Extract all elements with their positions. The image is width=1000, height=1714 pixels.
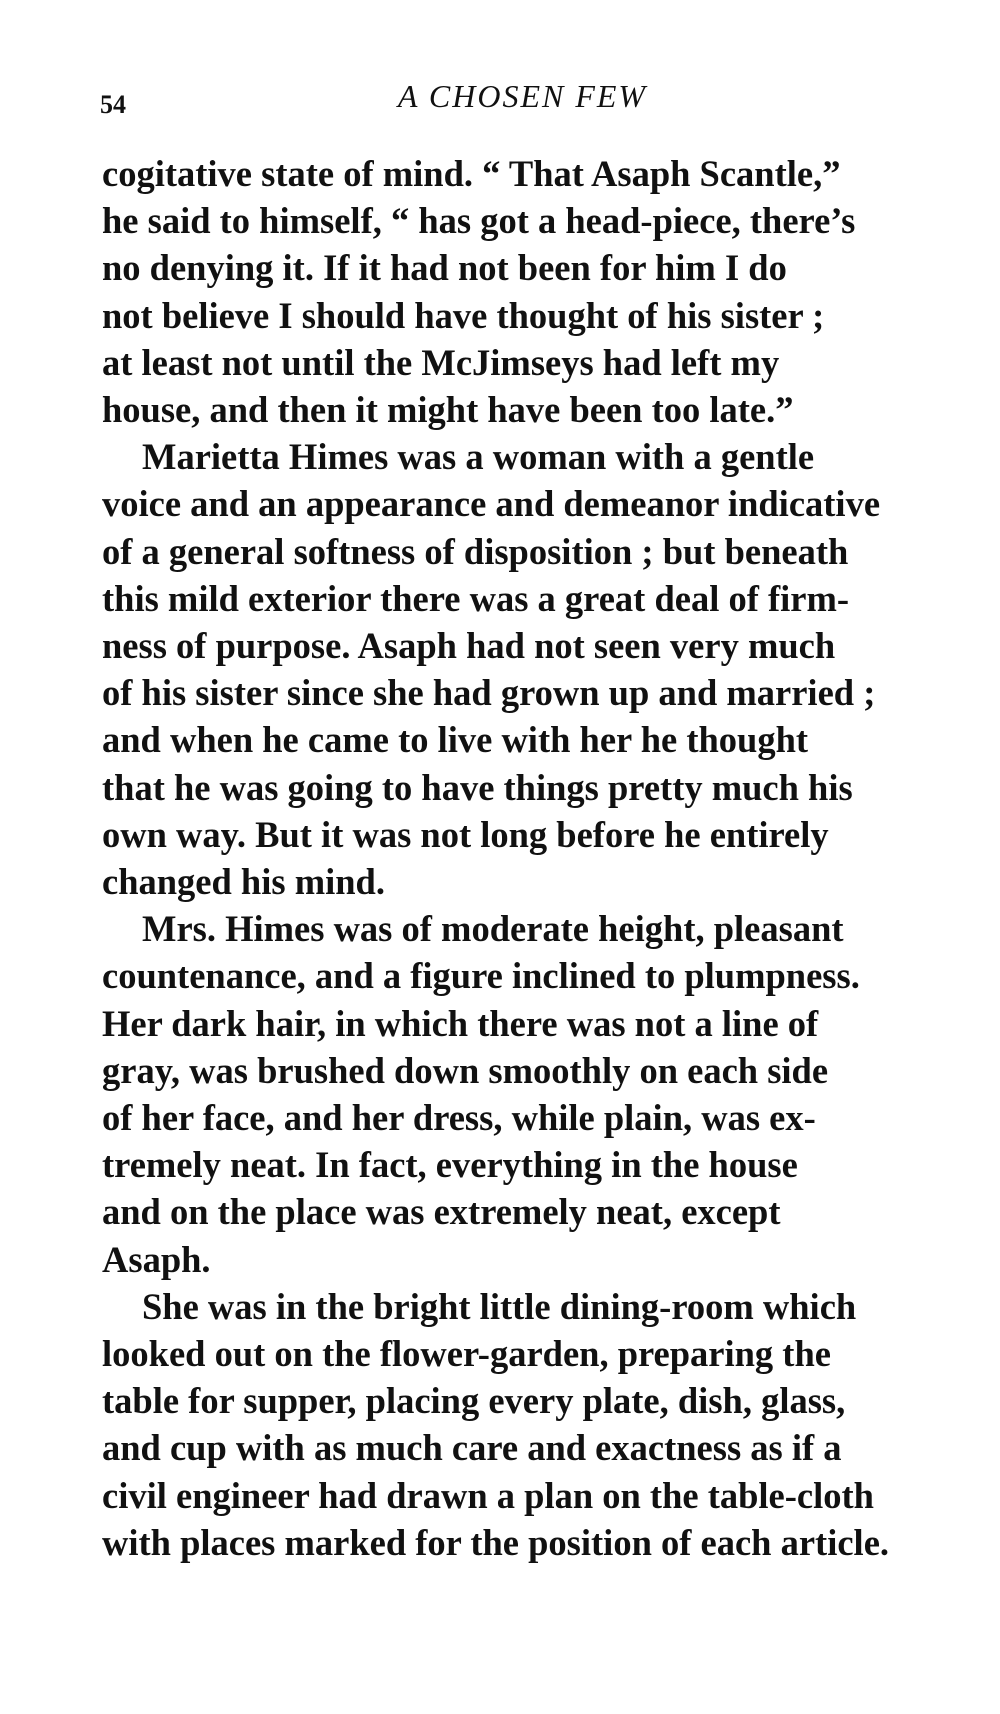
text-line: house, and then it might have been too late.” — [102, 389, 794, 431]
text-line: at least not until the McJimseys had left my — [102, 341, 780, 383]
text-line: table for supper, placing every plate, dish, glass, — [102, 1380, 846, 1422]
text-line: civil engineer had drawn a plan on the table-cloth — [102, 1474, 874, 1516]
text-line: Marietta Himes was a woman with a gentle — [142, 436, 815, 478]
text-line: and when he came to live with her he thought — [102, 719, 809, 761]
text-line: not believe I should have thought of his sister ; — [102, 294, 825, 336]
text-line: that he was going to have things pretty much his — [102, 766, 853, 808]
text-line: countenance, and a figure inclined to plumpness. — [102, 955, 860, 997]
text-line: cogitative state of mind. “ That Asaph Scantle,” — [102, 153, 841, 194]
text-line: own way. But it was not long before he entirely — [102, 813, 829, 855]
text-line: this mild exterior there was a great deal of firm- — [102, 577, 850, 619]
running-title: A CHOSEN FEW — [397, 78, 648, 114]
text-line: he said to himself, “ has got a head-piece, there’s — [102, 200, 856, 242]
text-line: changed his mind. — [102, 861, 385, 903]
body-text — [102, 150, 947, 1566]
paragraph-3 — [102, 905, 947, 1283]
text-line: Mrs. Himes was of moderate height, pleasant — [142, 908, 844, 950]
text-line: voice and an appearance and demeanor indicative — [102, 483, 881, 525]
page-number: 54 — [100, 90, 126, 119]
text-line: of her face, and her dress, while plain, was ex- — [102, 1097, 816, 1139]
text-line: with places marked for the position of each article. — [102, 1521, 890, 1563]
text-line: of a general softness of disposition ; but beneath — [102, 530, 849, 572]
text-line: looked out on the flower-garden, preparing the — [102, 1333, 831, 1375]
paragraph-4 — [102, 1283, 947, 1566]
paragraph-1 — [102, 150, 947, 433]
text-line: ness of purpose. Asaph had not seen very much — [102, 625, 836, 667]
paragraph-2 — [102, 433, 947, 905]
text-line: gray, was brushed down smoothly on each side — [102, 1049, 829, 1091]
text-line: of his sister since she had grown up and married ; — [102, 672, 876, 714]
text-line: no denying it. If it had not been for him I do — [102, 247, 787, 289]
text-line: She was in the bright little dining-room which — [142, 1285, 857, 1327]
page-header — [100, 78, 945, 128]
text-line: tremely neat. In fact, everything in the house — [102, 1144, 798, 1186]
text-line: Her dark hair, in which there was not a line of — [102, 1002, 819, 1044]
text-line: Asaph. — [102, 1238, 211, 1280]
text-line: and on the place was extremely neat, except — [102, 1191, 781, 1233]
text-line: and cup with as much care and exactness as if a — [102, 1427, 842, 1469]
